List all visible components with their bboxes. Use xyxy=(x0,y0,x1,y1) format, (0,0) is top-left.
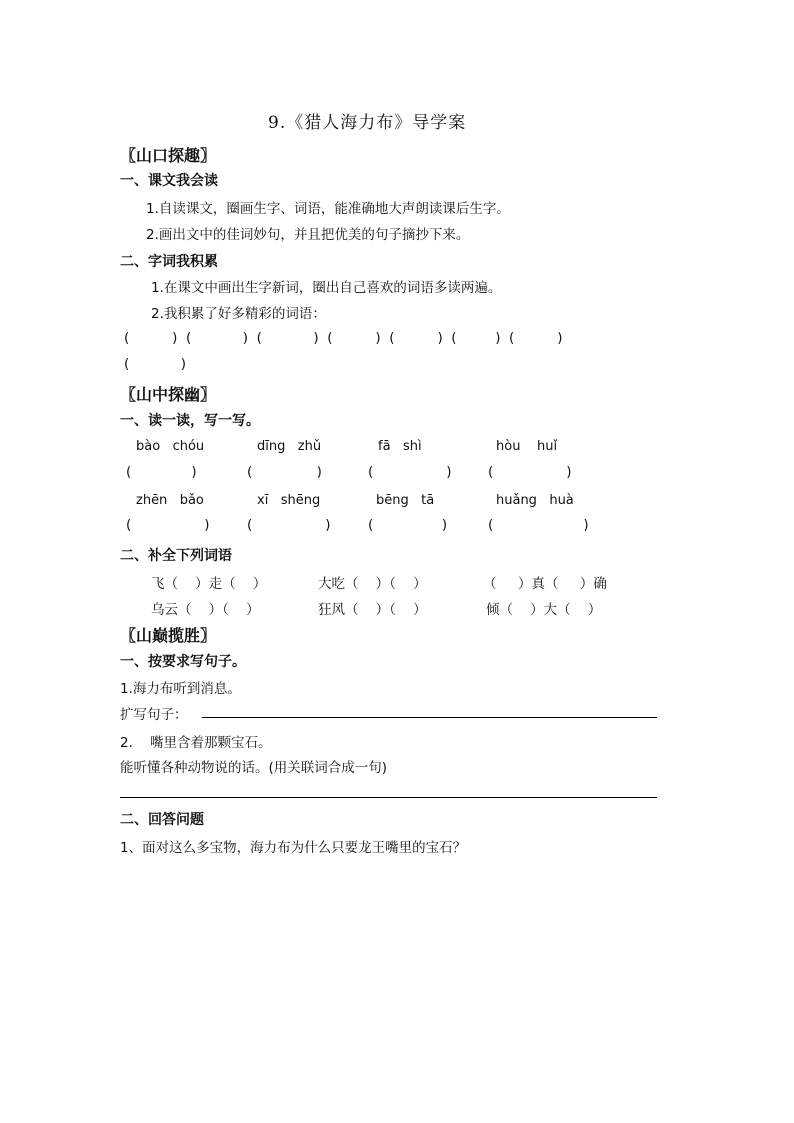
idiom-dachi[interactable]: 大吃（ ）（ ） xyxy=(318,576,427,592)
blank-houhui[interactable]: ( ) xyxy=(488,464,572,480)
idiom-qingda[interactable]: 倾（ ）大（ ） xyxy=(486,602,602,618)
part-title-answer-questions: 二、回答问题 xyxy=(120,812,204,828)
vocab-blanks-row-1[interactable]: ( ) ( ) ( ) ( ) ( ) ( ) ( ) xyxy=(124,330,563,346)
part-title-read-write: 一、读一读，写一写。 xyxy=(120,413,260,429)
pinyin-dingzhu: dīng zhǔ xyxy=(257,439,322,454)
pinyin-houhui: hòu huǐ xyxy=(496,439,558,454)
pinyin-baochou: bào chóu xyxy=(136,439,205,454)
section-heading-shandian: 〖山巅揽胜〗 xyxy=(120,626,217,645)
blank-dingzhu[interactable]: ( ) xyxy=(247,464,322,480)
vocab-blanks-row-2[interactable]: ( ) xyxy=(124,356,187,372)
idiom-feizou[interactable]: 飞（ ）走（ ） xyxy=(151,576,267,592)
combine-sentence-answer-line[interactable] xyxy=(120,797,657,798)
idiom-wuyun[interactable]: 乌云（ ）（ ） xyxy=(151,602,260,618)
expand-sentence-answer-line[interactable] xyxy=(202,717,657,718)
blank-bengta[interactable]: ( ) xyxy=(368,517,448,533)
sentence-task-2: 2. 嘴里含着那颗宝石。 xyxy=(120,735,272,751)
sentence-task-2-hint: 能听懂各种动物说的话。(用关联词合成一句) xyxy=(120,760,388,776)
section-heading-shanzhong: 〖山中探幽〗 xyxy=(120,385,217,404)
blank-baochou[interactable]: ( ) xyxy=(126,464,197,480)
pinyin-xisheng: xī shēng xyxy=(257,493,321,508)
vocab-item-1: 1.在课文中画出生字新词，圈出自己喜欢的词语多读两遍。 xyxy=(151,280,502,296)
pinyin-fashi: fā shì xyxy=(378,439,422,454)
reading-item-2: 2.画出文中的佳词妙句，并且把优美的句子摘抄下来。 xyxy=(146,227,470,243)
blank-xisheng[interactable]: ( ) xyxy=(247,517,331,533)
reading-item-1: 1.自读课文，圈画生字、词语，能准确地大声朗读课后生字。 xyxy=(146,201,510,217)
page-title: 9.《猎人海力布》导学案 xyxy=(268,113,467,133)
part-title-vocab: 二、字词我积累 xyxy=(120,254,218,270)
pinyin-huanghua: huǎng huà xyxy=(496,493,574,508)
question-1: 1、面对这么多宝物，海力布为什么只要龙王嘴里的宝石？ xyxy=(120,840,467,856)
part-title-reading: 一、课文我会读 xyxy=(120,173,218,189)
sentence-task-1: 1.海力布听到消息。 xyxy=(120,681,241,697)
idiom-zhenque[interactable]: （ ）真（ ）确 xyxy=(483,576,607,592)
blank-fashi[interactable]: ( ) xyxy=(368,464,452,480)
blank-zhenbao[interactable]: ( ) xyxy=(126,517,210,533)
section-heading-shankou: 〖山口探趣〗 xyxy=(120,146,217,165)
blank-huanghua[interactable]: ( ) xyxy=(488,517,589,533)
vocab-item-2: 2.我积累了好多精彩的词语： xyxy=(151,306,326,322)
idiom-kuangfeng[interactable]: 狂风（ ）（ ） xyxy=(318,602,427,618)
pinyin-bengta: bēng tā xyxy=(376,493,435,508)
part-title-complete-words: 二、补全下列词语 xyxy=(120,548,232,564)
pinyin-zhenbao: zhēn bǎo xyxy=(136,493,204,508)
part-title-write-sentences: 一、按要求写句子。 xyxy=(120,654,246,670)
expand-sentence-label: 扩写句子： xyxy=(120,707,188,723)
